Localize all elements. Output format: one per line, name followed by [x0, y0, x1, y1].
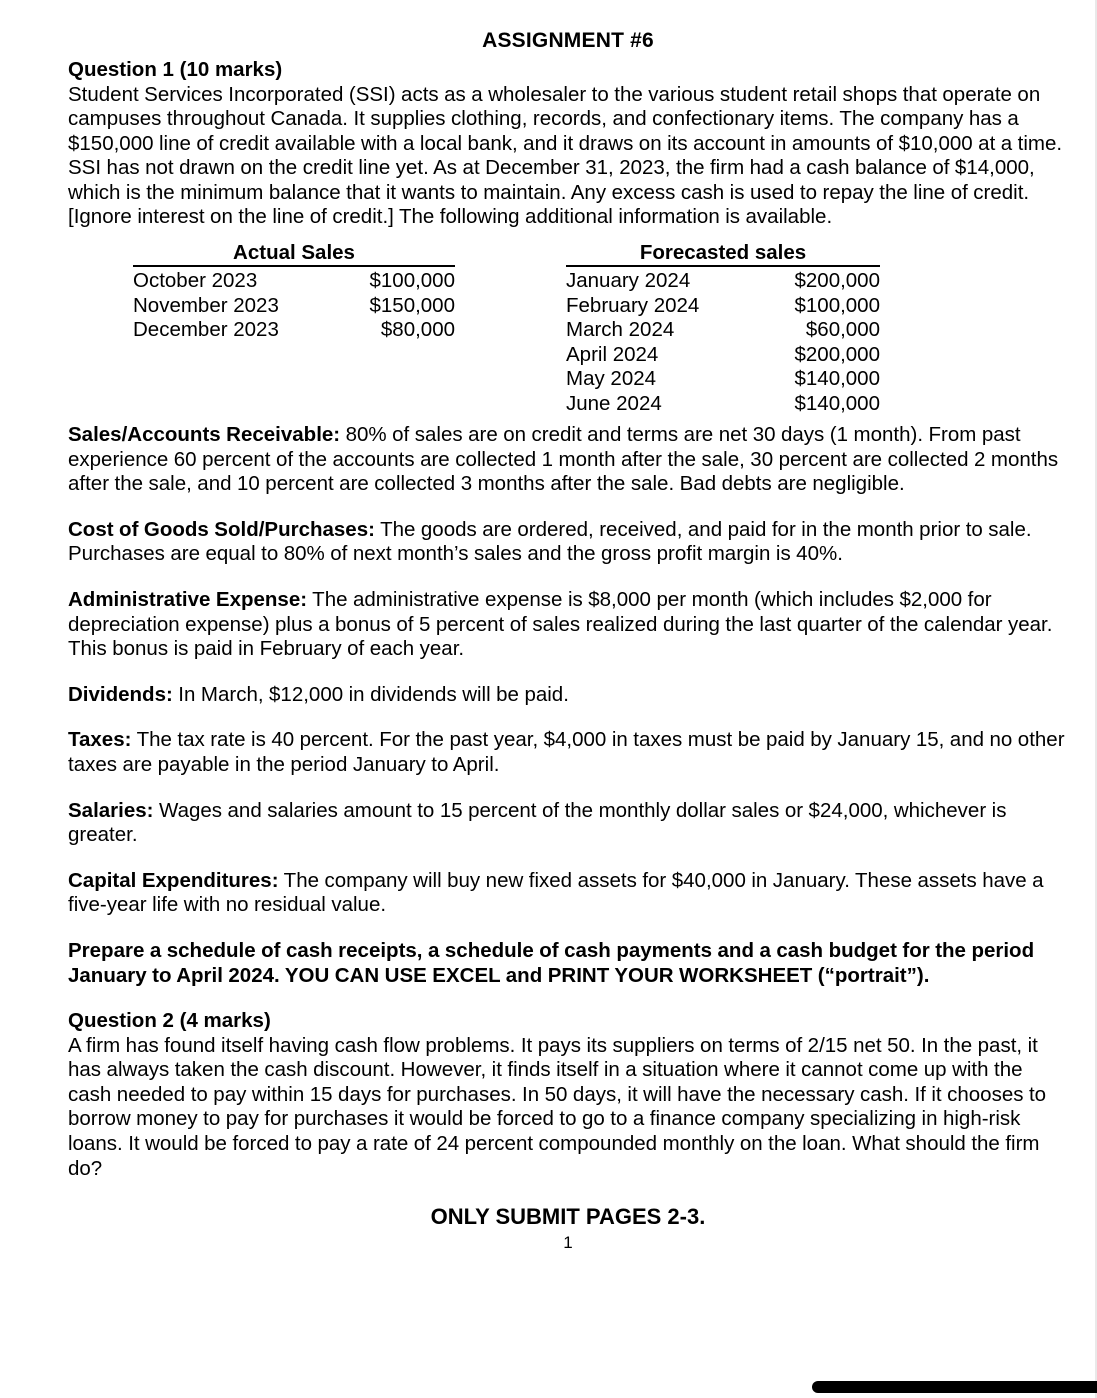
section-dividends: [68, 683, 1068, 708]
forecasted-sales-caption: Forecasted sales: [566, 241, 880, 267]
table-row: [566, 294, 880, 319]
section-text: Wages and salaries amount to 15 percent of the monthly dollar sales or $24,000, whichever is greater.: [68, 798, 1007, 847]
section-label: Cost of Goods Sold/Purchases:: [68, 517, 375, 541]
section-text: In March, $12,000 in dividends will be paid.: [172, 682, 569, 706]
actual-sales-month: October 2023: [133, 269, 258, 293]
table-row: [566, 343, 880, 368]
actual-sales-amount: $100,000: [369, 269, 455, 293]
submission-note: ONLY SUBMIT PAGES 2-3.: [430, 1204, 706, 1230]
table-row: [566, 392, 880, 417]
forecasted-sales-month: May 2024: [566, 367, 657, 391]
section-label: Sales/Accounts Receivable:: [68, 423, 341, 447]
scan-artifact-bar: [812, 1381, 1097, 1393]
section-text: The administrative expense is $8,000 per month (which includes $2,000 for depreciation expense) plus a bonus of 5 percent of sales realized during the last quarter of the calendar year. This bonus is paid in February of each year.: [68, 588, 1053, 661]
sales-tables: [68, 241, 1068, 423]
section-label: Capital Expenditures:: [68, 868, 279, 892]
forecasted-sales-amount: $200,000: [794, 269, 880, 293]
section-label: Dividends:: [68, 682, 173, 706]
forecasted-sales-amount: $140,000: [794, 367, 880, 391]
actual-sales-table: [133, 241, 455, 343]
section-capital-expenditures: [68, 869, 1068, 918]
question-1-heading: Question 1 (10 marks): [68, 58, 283, 81]
section-text: 80% of sales are on credit and terms are net 30 days (1 month). From past experience 60 percent of the accounts are collected 1 month after the sale, 30 percent are collected 2 months after the sale, and 10 percent are collected 3 months after the sale. Bad debts are negligible.: [68, 423, 1059, 496]
table-row: [566, 318, 880, 343]
forecasted-sales-month: January 2024: [566, 269, 691, 293]
section-label: Administrative Expense:: [68, 588, 308, 612]
forecasted-sales-month: April 2024: [566, 342, 659, 366]
section-administrative-expense: [68, 588, 1068, 662]
actual-sales-caption: Actual Sales: [133, 241, 455, 267]
section-text: The tax rate is 40 percent. For the past year, $4,000 in taxes must be paid by January 15, and no other taxes are payable in the period January to April.: [68, 728, 1065, 776]
table-row: [566, 367, 880, 392]
question-2-text: A firm has found itself having cash flow problems. It pays its suppliers on terms of 2/15 net 50. In the past, it has always taken the cash discount. However, it finds itself in a situation where it cannot come up with the cash needed to pay within 15 days for purchases. In 50 days, it will have the necessary cash. If it chooses to borrow money to pay for purchases it would be forced to go to a finance company specializing in high-risk loans. It would be forced to pay a rate of 24 percent compounded monthly on the loan. What should the firm do?: [68, 1033, 1047, 1180]
document-title: ASSIGNMENT #6: [482, 29, 654, 52]
actual-sales-amount: $150,000: [369, 293, 455, 317]
table-row: [133, 294, 455, 319]
section-text: The goods are ordered, received, and paid for in the month prior to sale. Purchases are equal to 80% of next month’s sales and the gross profit margin is 40%.: [68, 517, 1032, 566]
actual-sales-month: November 2023: [133, 293, 279, 317]
table-row: [133, 269, 455, 294]
forecasted-sales-amount: $60,000: [805, 318, 880, 342]
table-row: [566, 269, 880, 294]
section-text: The company will buy new fixed assets for $40,000 in January. These assets have a five-year life with no residual value.: [68, 868, 1044, 917]
actual-sales-amount: $80,000: [380, 318, 455, 342]
forecasted-sales-table: [566, 241, 880, 417]
table-row: [133, 318, 455, 343]
section-label: Salaries:: [68, 798, 154, 822]
section-salaries: [68, 799, 1068, 848]
section-cost-of-goods-sold: [68, 518, 1068, 567]
forecasted-sales-month: March 2024: [566, 318, 675, 342]
forecasted-sales-month: February 2024: [566, 293, 700, 317]
section-sales-accounts-receivable: [68, 423, 1068, 497]
forecasted-sales-amount: $100,000: [794, 293, 880, 317]
forecasted-sales-month: June 2024: [566, 392, 662, 416]
section-label: Taxes:: [68, 728, 132, 752]
actual-sales-month: December 2023: [133, 318, 279, 342]
section-taxes: [68, 728, 1068, 777]
forecasted-sales-amount: $200,000: [794, 342, 880, 366]
question-1-intro: Student Services Incorporated (SSI) acts as a wholesaler to the various student retail shops that operate on campuses throughout Canada. It supplies clothing, records, and confectionary items. The company has a $150,000 line of credit available with a local bank, and it draws on its account in amounts of $10,000 at a time. SSI has not drawn on the credit line yet. As at December 31, 2023, the firm had a cash balance of $14,000, which is the minimum balance that it wants to maintain. Any excess cash is used to repay the line of credit. [Ignore interest on the line of credit.] The following additional information is available.: [68, 82, 1063, 229]
page-number: 1: [563, 1233, 573, 1253]
question-2-heading: Question 2 (4 marks): [68, 1009, 271, 1033]
document-content: [68, 28, 1068, 1253]
question-1-instruction: Prepare a schedule of cash receipts, a schedule of cash payments and a cash budget for the period January to April 2024. YOU CAN USE EXCEL and PRINT YOUR WORKSHEET (“portrait”).: [68, 938, 1035, 987]
forecasted-sales-amount: $140,000: [794, 392, 880, 416]
